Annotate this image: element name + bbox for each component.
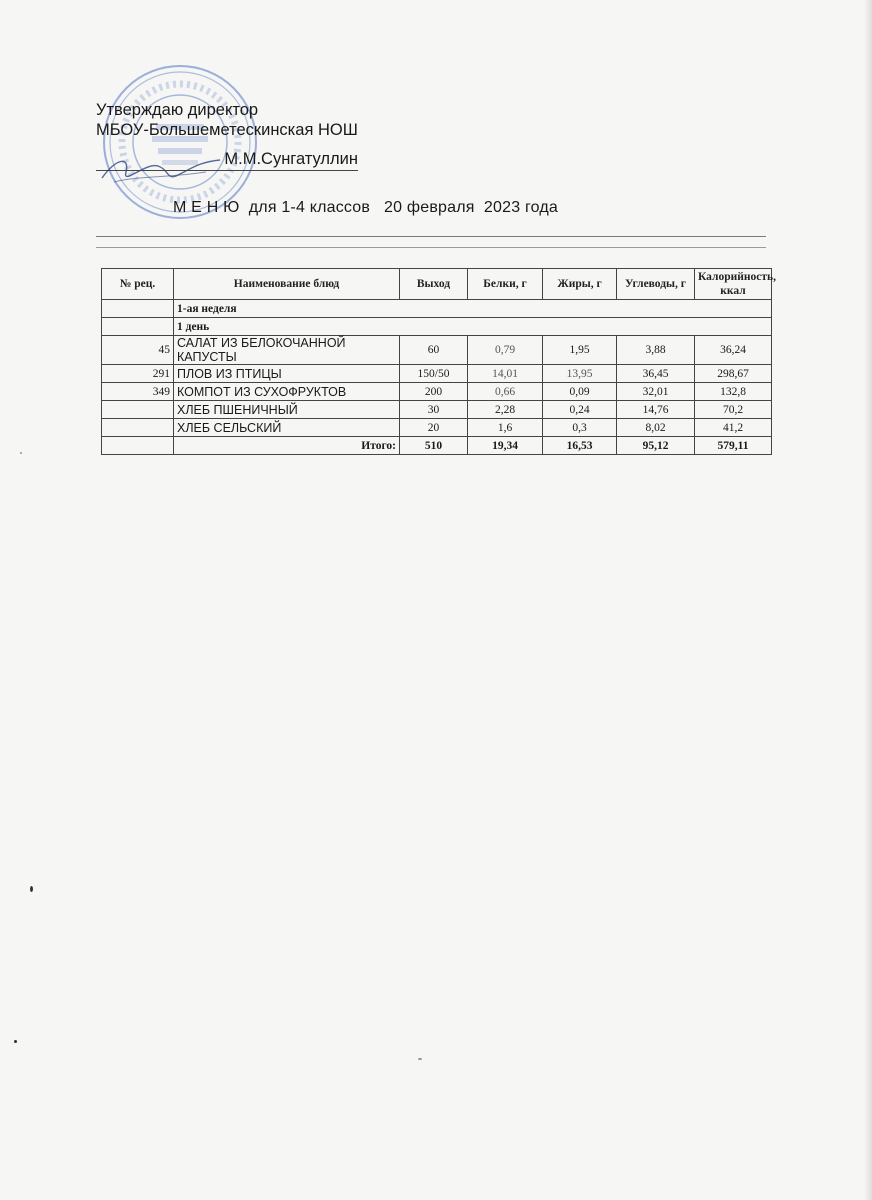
protein-value: 0,79 <box>468 336 543 365</box>
dish-name: ХЛЕБ СЕЛЬСКИЙ <box>174 419 400 437</box>
menu-table <box>101 268 776 455</box>
yield-value: 200 <box>400 383 468 401</box>
carbs-value: 3,88 <box>617 336 695 365</box>
school-seal-stamp <box>100 62 260 222</box>
scan-speck <box>20 452 22 454</box>
carbs-value: 8,02 <box>617 419 695 437</box>
total-label: Итого: <box>174 437 400 455</box>
scan-edge-shadow <box>864 0 872 1200</box>
empty-cell <box>102 318 174 336</box>
dish-name: САЛАТ ИЗ БЕЛОКОЧАННОЙ КАПУСТЫ <box>174 336 400 365</box>
dish-name: ХЛЕБ ПШЕНИЧНЫЙ <box>174 401 400 419</box>
empty-cell <box>102 300 174 318</box>
table-row <box>102 365 772 383</box>
calories-value: 70,2 <box>695 401 772 419</box>
protein-value: 2,28 <box>468 401 543 419</box>
table-row <box>102 419 772 437</box>
total-yield: 510 <box>400 437 468 455</box>
recipe-number: 45 <box>102 336 174 365</box>
header-recipe: № рец. <box>102 269 174 300</box>
total-protein: 19,34 <box>468 437 543 455</box>
carbs-value: 14,76 <box>617 401 695 419</box>
total-fat: 16,53 <box>543 437 617 455</box>
recipe-number: 349 <box>102 383 174 401</box>
fat-value: 1,95 <box>543 336 617 365</box>
divider-line <box>96 247 766 248</box>
calories-value: 298,67 <box>695 365 772 383</box>
fat-value: 0,24 <box>543 401 617 419</box>
school-name: МБОУ-Большеметескинская НОШ <box>96 121 358 139</box>
table-row <box>102 336 772 365</box>
protein-value: 0,66 <box>468 383 543 401</box>
total-row <box>102 437 772 455</box>
recipe-number <box>102 419 174 437</box>
dish-name: КОМПОТ ИЗ СУХОФРУКТОВ <box>174 383 400 401</box>
approval-title: Утверждаю директор <box>96 101 259 119</box>
carbs-value: 36,45 <box>617 365 695 383</box>
empty-cell <box>102 437 174 455</box>
total-carbs: 95,12 <box>617 437 695 455</box>
divider-line <box>96 236 766 237</box>
recipe-number: 291 <box>102 365 174 383</box>
fat-value: 0,09 <box>543 383 617 401</box>
calories-value: 41,2 <box>695 419 772 437</box>
scan-speck <box>418 1058 422 1060</box>
carbs-value: 32,01 <box>617 383 695 401</box>
week-label: 1-ая неделя <box>174 300 772 318</box>
scan-speck <box>30 886 33 892</box>
calories-value: 132,8 <box>695 383 772 401</box>
table-row <box>102 383 772 401</box>
fat-value: 13,95 <box>543 365 617 383</box>
fat-value: 0,3 <box>543 419 617 437</box>
header-calories: Калорийность, ккал <box>695 269 772 300</box>
header-yield: Выход <box>400 269 468 300</box>
protein-value: 14,01 <box>468 365 543 383</box>
table-header-row <box>102 269 772 300</box>
header-dish: Наименование блюд <box>174 269 400 300</box>
week-row <box>102 300 772 318</box>
day-row <box>102 318 772 336</box>
table-row <box>102 401 772 419</box>
calories-value: 36,24 <box>695 336 772 365</box>
recipe-number <box>102 401 174 419</box>
yield-value: 150/50 <box>400 365 468 383</box>
total-calories: 579,11 <box>695 437 772 455</box>
approval-block <box>96 100 358 140</box>
dish-name: ПЛОВ ИЗ ПТИЦЫ <box>174 365 400 383</box>
header-fat: Жиры, г <box>543 269 617 300</box>
header-carbs: Углеводы, г <box>617 269 695 300</box>
yield-value: 60 <box>400 336 468 365</box>
director-name: М.М.Сунгатуллин <box>96 150 358 171</box>
header-protein: Белки, г <box>468 269 543 300</box>
scan-speck <box>14 1040 17 1043</box>
yield-value: 30 <box>400 401 468 419</box>
protein-value: 1,6 <box>468 419 543 437</box>
yield-value: 20 <box>400 419 468 437</box>
menu-title: М Е Н Ю для 1-4 классов 20 февраля 2023 года <box>173 199 559 216</box>
day-label: 1 день <box>174 318 772 336</box>
